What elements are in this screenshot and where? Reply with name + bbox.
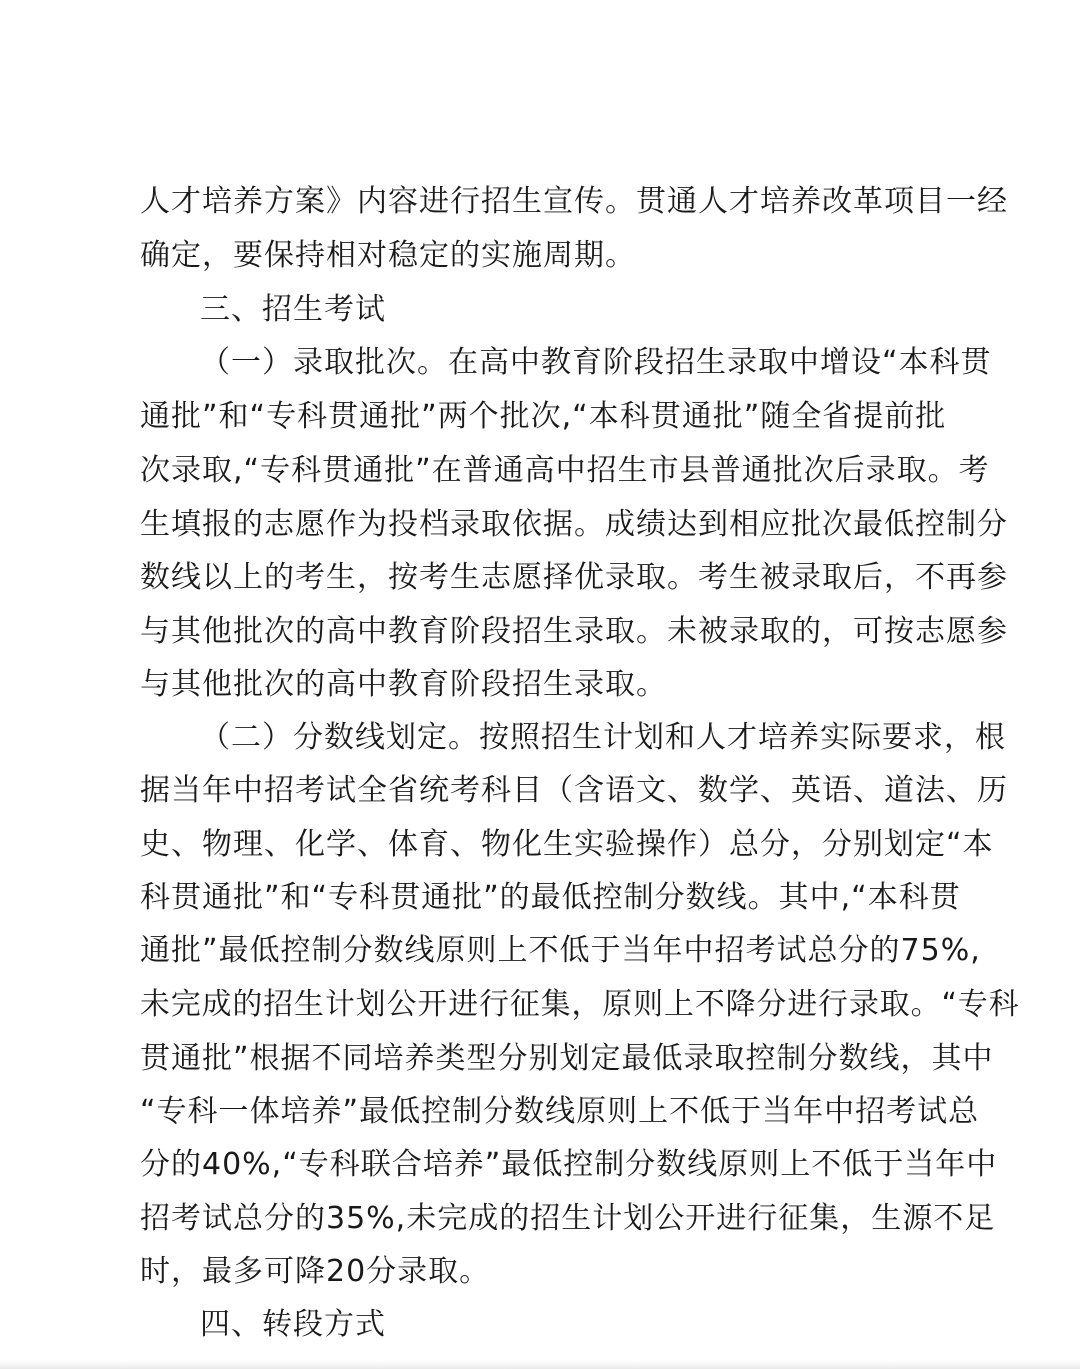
paragraph-line: 确定，要保持相对稳定的实施周期。	[140, 238, 636, 273]
paragraph-line: 据当年中招考试全省统考科目（含语文、数学、英语、道法、历	[140, 773, 1008, 808]
paragraph-line: 人才培养方案》内容进行招生宣传。贯通人才培养改革项目一经	[140, 184, 1008, 219]
paragraph-line: 招考试总分的35%,未完成的招生计划公开进行征集，生源不足	[140, 1201, 996, 1236]
paragraph-line: 与其他批次的高中教育阶段招生录取。	[140, 667, 667, 702]
paragraph-line: 分的40%,“专科联合培养”最低控制分数线原则上不低于当年中	[140, 1147, 998, 1182]
paragraph-line: 贯通批”根据不同培养类型分别划定最低录取控制分数线，其中	[140, 1041, 994, 1076]
paragraph-line: 史、物理、化学、体育、物化生实验操作）总分，分别划定“本	[140, 827, 994, 862]
page-bottom-edge	[0, 1361, 1080, 1369]
paragraph-line: （一）录取批次。在高中教育阶段招生录取中增设“本科贯	[200, 345, 992, 380]
paragraph-line: 时，最多可降20分录取。	[140, 1254, 491, 1289]
paragraph-line: （二）分数线划定。按照招生计划和人才培养实际要求，根	[200, 720, 1006, 755]
paragraph-line: 未完成的招生计划公开进行征集，原则上不降分进行录取。“专科	[140, 987, 1020, 1022]
paragraph-line: 科贯通批”和“专科贯通批”的最低控制分数线。其中,“本科贯	[140, 880, 961, 915]
section-heading-4: 四、转段方式	[200, 1307, 386, 1342]
paragraph-line: 生填报的志愿作为投档录取依据。成绩达到相应批次最低控制分	[140, 507, 1008, 542]
paragraph-line: 通批”最低控制分数线原则上不低于当年中招考试总分的75%,	[140, 933, 981, 968]
paragraph-line: “专科一体培养”最低控制分数线原则上不低于当年中招考试总	[140, 1094, 980, 1129]
paragraph-line: 与其他批次的高中教育阶段招生录取。未被录取的，可按志愿参	[140, 614, 1008, 649]
paragraph-line: 数线以上的考生，按考生志愿择优录取。考生被录取后，不再参	[140, 560, 1008, 595]
section-heading-3: 三、招生考试	[200, 292, 386, 327]
paragraph-line: 次录取,“专科贯通批”在普通高中招生市县普通批次后录取。考	[140, 453, 990, 488]
paragraph-line: 通批”和“专科贯通批”两个批次,“本科贯通批”随全省提前批	[140, 399, 947, 434]
